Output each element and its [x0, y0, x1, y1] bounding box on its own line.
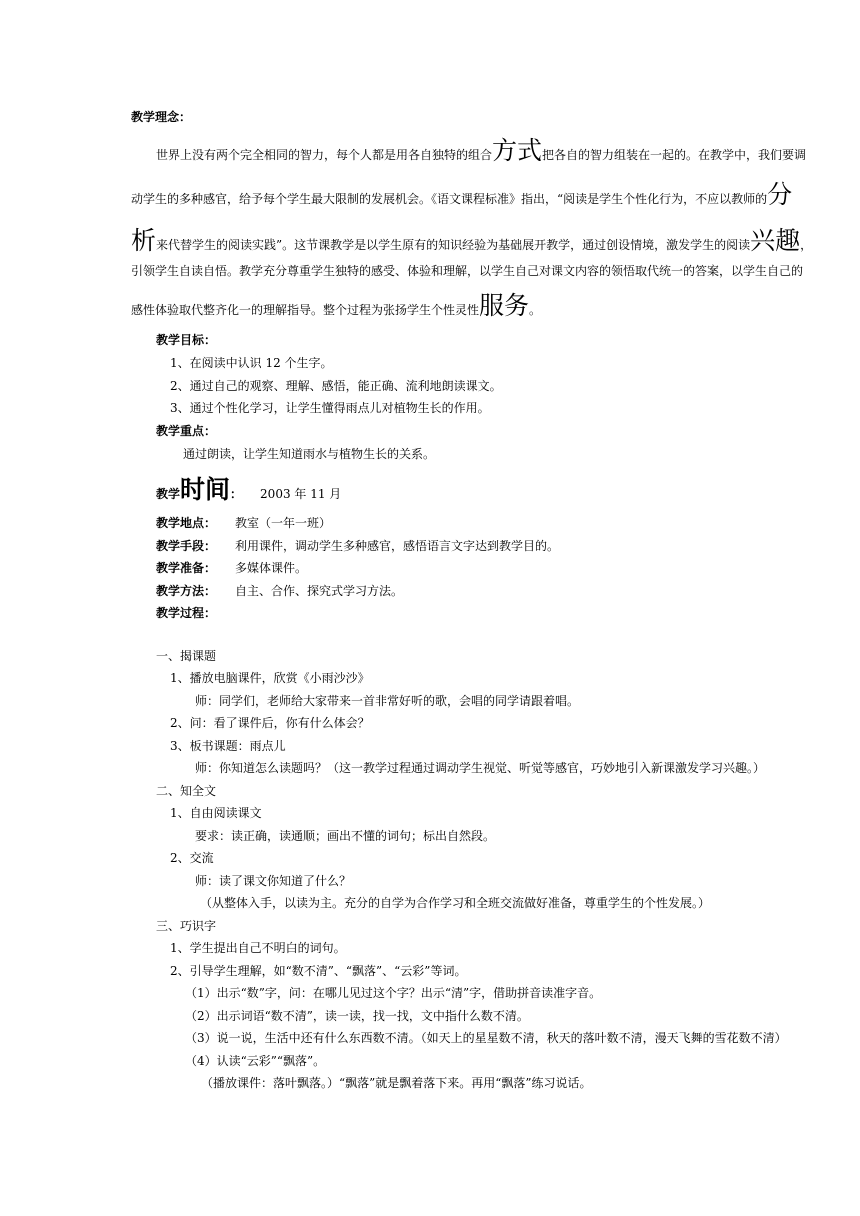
goals-heading: 教学目标： [156, 333, 217, 347]
emphasis-word: 时间 [180, 475, 231, 504]
emphasis-word: 析 [131, 226, 157, 255]
philosophy-line-1 [156, 138, 806, 163]
emphasis-word: 方式 [492, 136, 543, 165]
field-label: 教学方法： [156, 584, 217, 598]
philosophy-text: 感性体验取代整齐化一的理解指导。整个过程为张扬学生个性灵性 [131, 303, 480, 317]
field-means [156, 537, 559, 554]
field-method [156, 582, 403, 599]
process-item: 1、播放电脑课件，欣赏《小雨沙沙》 [170, 671, 370, 685]
time-label: ： [230, 487, 243, 501]
process-item: 2、引导学生理解，如“数不清”、“飘落”、“云彩”等词。 [170, 964, 467, 978]
process-item: 2、问：看了课件后，你有什么体会？ [170, 716, 370, 730]
process-item: 3、板书课题：雨点儿 [170, 739, 286, 753]
philosophy-text: ， [800, 238, 813, 252]
emphasis-word: 分 [767, 180, 793, 209]
process-detail: 要求：读正确，读通顺；画出不懂的词句；标出自然段。 [195, 829, 496, 843]
process-section-heading: 一、揭课题 [156, 649, 217, 663]
philosophy-line-3 [131, 228, 812, 253]
field-label: 教学过程： [156, 606, 217, 620]
goal-item: 2、通过自己的观察、理解、感悟，能正确、流利地朗读课文。 [170, 379, 502, 393]
process-detail: 师：同学们，老师给大家带来一首非常好听的歌，会唱的同学请跟着唱。 [195, 694, 580, 708]
field-label: 教学手段： [156, 539, 217, 553]
time-value: 2003 年 11 月 [260, 487, 342, 501]
process-subitem: （2）出示词语“数不清”，读一读，找一找，文中指什么数不清。 [185, 1009, 529, 1023]
process-subitem: （3）说一说，生活中还有什么东西数不清。（如天上的星星数不清，秋天的落叶数不清，漫天飞舞的雪花数不清） [185, 1031, 787, 1045]
philosophy-text: 把各自的智力组装在一起的。在教学中，我们要调 [542, 148, 807, 162]
process-note: （从整体入手，以读为主。充分的自学为合作学习和全班交流做好准备，尊重学生的个性发展。） [200, 896, 711, 910]
field-location [156, 514, 331, 531]
field-label: 教学准备： [156, 561, 217, 575]
philosophy-line-4: 引领学生自读自悟。教学充分尊重学生独特的感受、体验和理解，以学生自己对课文内容的领悟取代统一的答案，以学生自己的 [131, 264, 804, 278]
philosophy-text: 。 [529, 303, 542, 317]
process-subitem: （4）认读“云彩”“飘落”。 [185, 1054, 326, 1068]
philosophy-text: 来代替学生的阅读实践”。这节课教学是以学生原有的知识经验为基础展开教学，通过创设情境，激发学生的阅读 [156, 238, 751, 252]
field-label: 教学地点： [156, 516, 217, 530]
process-section-heading: 二、知全文 [156, 784, 217, 798]
process-detail: 师：读了课文你知道了什么？ [195, 874, 352, 888]
process-item: 2、交流 [170, 851, 214, 865]
field-preparation [156, 559, 307, 576]
philosophy-heading: 教学理念： [131, 110, 192, 124]
philosophy-text: 动学生的多种感官，给予每个学生最大限制的发展机会。《语文课程标准》指出，“阅读是学生个性化行为，不应以教师的 [131, 192, 768, 206]
field-value: 多媒体课件。 [235, 561, 308, 575]
process-detail: （播放课件：落叶飘落。）“飘落”就是飘着落下来。再用“飘落”练习说话。 [201, 1076, 592, 1090]
philosophy-line-5 [131, 293, 541, 318]
emphasis-word: 服务 [479, 291, 530, 320]
philosophy-text: 世界上没有两个完全相同的智力，每个人都是用各自独特的组合 [156, 148, 493, 162]
field-process [156, 604, 235, 621]
field-value: 自主、合作、探究式学习方法。 [235, 584, 404, 598]
process-section-heading: 三、巧识字 [156, 919, 217, 933]
emphasis-word: 兴趣 [750, 226, 801, 255]
focus-text: 通过朗读，让学生知道雨水与植物生长的关系。 [183, 447, 436, 461]
process-subitem: （1）出示“数”字，问：在哪儿见过这个字？出示“清”字，借助拼音读准字音。 [185, 986, 602, 1000]
goal-item: 3、通过个性化学习，让学生懂得雨点儿对植物生长的作用。 [170, 401, 490, 415]
philosophy-line-2 [131, 182, 792, 207]
field-value: 教室（一年一班） [235, 516, 332, 530]
goal-item: 1、在阅读中认识 12 个生字。 [170, 356, 333, 370]
field-value: 利用课件，调动学生多种感官，感悟语言文字达到教学目的。 [235, 539, 560, 553]
process-item: 1、学生提出自己不明白的词句。 [170, 941, 346, 955]
process-detail: 师：你知道怎么读题吗？（这一教学过程通过调动学生视觉、听觉等感官，巧妙地引入新课激发学习兴趣。） [195, 761, 766, 775]
time-label: 教学 [156, 487, 181, 501]
process-item: 1、自由阅读课文 [170, 806, 262, 820]
time-row [156, 477, 341, 502]
focus-heading: 教学重点： [156, 424, 217, 438]
